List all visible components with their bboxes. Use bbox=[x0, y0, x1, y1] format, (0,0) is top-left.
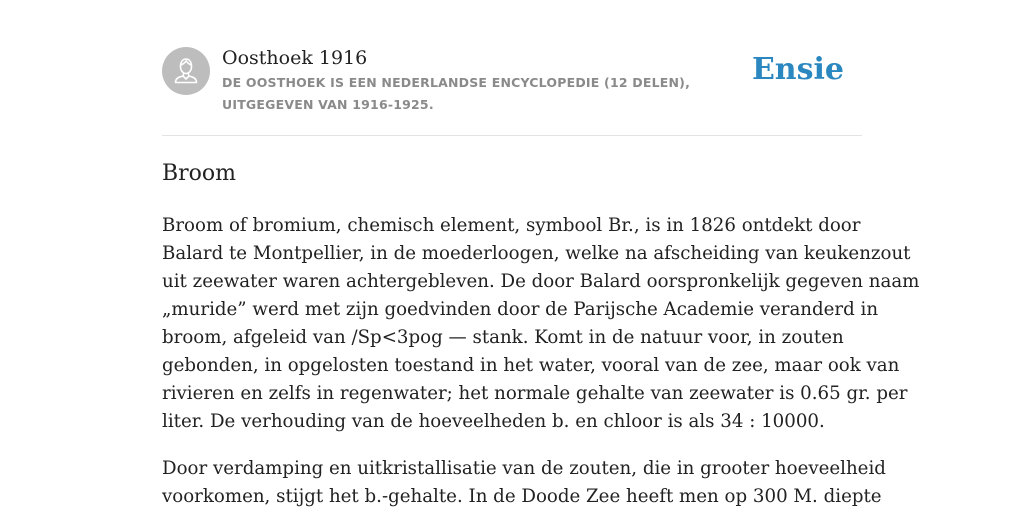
source-description: DE OOSTHOEK IS EEN NEDERLANDSE ENCYCLOPEDIE (12 DELEN), UITGEGEVEN VAN 1916-1925. bbox=[222, 75, 691, 112]
article-body bbox=[162, 212, 920, 512]
text-line: uit zeewater waren achtergebleven. De door Balard oorspronkelijk gegeven naam bbox=[162, 271, 920, 292]
text-line: „muride” werd met zijn goedvinden door de Parijsche Academie veranderd in bbox=[162, 299, 879, 320]
user-icon bbox=[162, 47, 210, 95]
text-line: broom, afgeleid van /Sp<3pog — stank. Komt in de natuur voor, in zouten bbox=[162, 327, 844, 348]
source-avatar[interactable] bbox=[162, 47, 210, 95]
text-line: gebonden, in opgelosten toestand in het water, vooral van de zee, maar ook van bbox=[162, 355, 900, 376]
header-divider bbox=[162, 135, 862, 136]
text-line: rivieren en zelfs in regenwater; het normale gehalte van zeewater is 0.65 gr. per bbox=[162, 383, 908, 404]
source-title-link[interactable]: Oosthoek 1916 bbox=[222, 47, 368, 69]
text-line: voorkomen, stijgt het b.-gehalte. In de Doode Zee heeft men op 300 M. diepte bbox=[162, 486, 882, 507]
brand-logo-link[interactable]: Ensie bbox=[751, 52, 844, 87]
text-line: Balard te Montpellier, in de moederloogen, welke na afscheiding van keukenzout bbox=[162, 243, 911, 264]
source-header bbox=[162, 46, 862, 116]
article-title: Broom bbox=[162, 161, 237, 186]
text-line: liter. De verhouding van de hoeveelheden b. en chloor is als 34 : 10000. bbox=[162, 411, 825, 432]
text-line: Broom of bromium, chemisch element, symbool Br., is in 1826 ontdekt door bbox=[162, 215, 861, 236]
article-paragraph-1 bbox=[162, 212, 920, 436]
text-line: Door verdamping en uitkristallisatie van de zouten, die in grooter hoeveelheid bbox=[162, 458, 886, 479]
article-paragraph-2 bbox=[162, 455, 886, 511]
